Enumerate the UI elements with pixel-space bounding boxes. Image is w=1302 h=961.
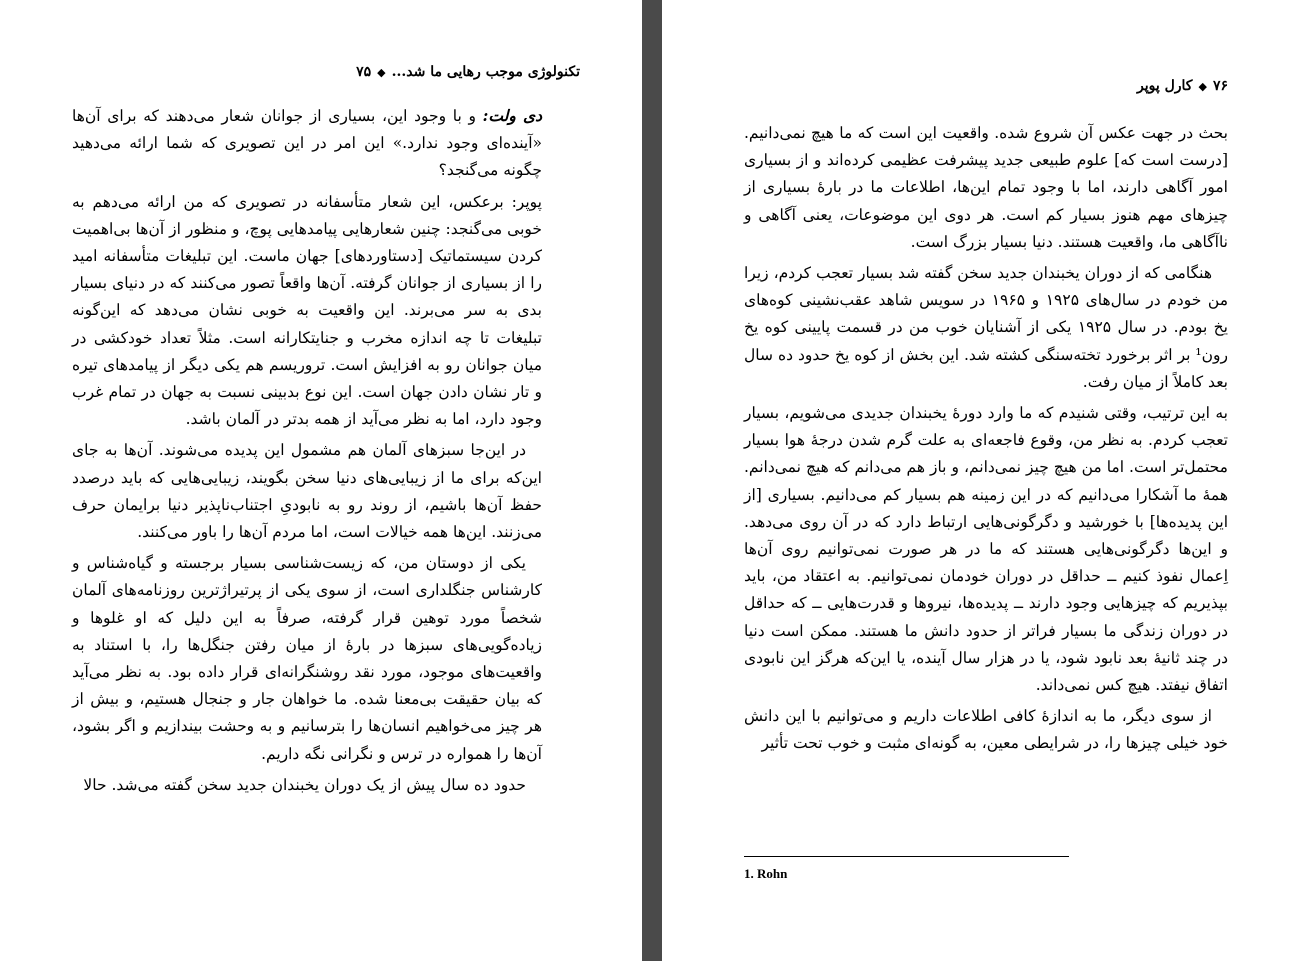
paragraph <box>744 400 1228 699</box>
diamond-icon: ◆ <box>1198 79 1207 93</box>
left-page-number: ۷۵ <box>356 64 372 80</box>
paragraph <box>744 703 1228 757</box>
paragraph-text: بحث در جهت عکس آن شروع شده. واقعیت این است که ما هیچ نمی‌دانیم. [درست است که] علوم طبیعی جدید پیشرفت عظیمی کرده‌اند و از بسیاری امور آگاهی دارند، اما با وجود تمام این‌ها، اطلاعات ما در بارهٔ بسیاری از چیزهای مهم هنوز بسیار کم است. هر دوی این موضوعات، یعنی آگاهی و ناآگاهی ما، واقعیت هستند. دنیا بسیار بزرگ است. <box>744 124 1228 251</box>
paragraph <box>72 437 542 546</box>
footnote: 1. Rohn <box>744 866 788 881</box>
paragraph <box>744 120 1228 256</box>
right-page-header <box>1137 78 1228 94</box>
right-header-title: کارل پوپر <box>1136 78 1193 94</box>
paragraph <box>72 772 542 799</box>
left-page-header <box>356 64 580 80</box>
paragraph-text: از سوی دیگر، ما به اندازهٔ کافی اطلاعات داریم و می‌توانیم با این دانش خود خیلی چیزها را، در شرایطی معین، به گونه‌ای مثبت و خوب تحت تأثیر <box>744 707 1228 753</box>
diamond-icon: ◆ <box>377 65 386 79</box>
paragraph-text: در این‌جا سبزهای آلمان هم مشمول این پدیده می‌شوند. آن‌ها به جای این‌که برای ما از زیبایی‌های دنیا سخن بگویند، زیبایی‌هایی که باید درصدد حفظ آن‌ها باشیم، از روند رو به نابودیِ اجتناب‌ناپذیر دنیا برایمان حرف می‌زنند. این‌ها همه خیالات است، اما مردم آن‌ها را باور می‌کنند. <box>72 441 542 542</box>
paragraph <box>744 260 1228 396</box>
left-header-title: تکنولوژی موجب رهایی ما شد... <box>391 64 580 80</box>
right-page-body <box>744 120 1228 762</box>
paragraph-text: به این ترتیب، وقتی شنیدم که ما وارد دورهٔ یخبندان جدیدی می‌شویم، بسیار تعجب کردم. به نظر من، وقوع فاجعه‌ای به علت گرم شدن درجهٔ هوا بسیار محتمل‌تر است. اما من هیچ چیز نمی‌دانم، و باز هم می‌دانم که هیچ نمی‌دانم. همهٔ ما آشکارا می‌دانیم که در این زمینه هم بسیار کم می‌دانیم. بسیاری [از این پدیده‌ها] با خورشید و دگرگونی‌هایی ارتباط دارد که در آن روی می‌دهد. و این‌ها دگرگونی‌هایی هستند که ما در هر صورت نمی‌توانیم روی آن‌ها اِعمال نفوذ کنیم ــ حداقل در دوران خودمان نمی‌توانیم. به اعتقاد من، باید بپذیریم که چیزهایی وجود دارند ــ پدیده‌ها، نیروها و قدرت‌هایی ــ که حداقل در دوران زندگی ما بسیار فراتر از حدود دانش ما هستند. ممکن است دنیا در چند ثانیهٔ بعد نابود شود، یا در هزار سال آینده، یا این‌که هرگز این نابودی اتفاق نیفتد. هیچ کس نمی‌داند. <box>744 404 1228 695</box>
paragraph <box>72 189 542 434</box>
paragraph-text: و با وجود این، بسیاری از جوانان شعار می‌دهند که برای آن‌ها «آینده‌ای وجود ندارد.» این امر در این تصویری که شما ارائه می‌دهید چگونه می‌گنجد؟ <box>72 107 542 180</box>
paragraph-text: حدود ده سال پیش از یک دوران یخبندان جدید سخن گفته می‌شد. حالا <box>83 775 526 794</box>
right-page-number: ۷۶ <box>1212 78 1228 94</box>
paragraph <box>72 102 542 185</box>
right-page <box>662 0 1302 961</box>
paragraph-text: هنگامی که از دوران یخبندان جدید سخن گفته شد بسیار تعجب کردم، زیرا من خودم در سال‌های ۱۹۲۵ و ۱۹۶۵ در سویس شاهد عقب‌نشینی کوه‌های یخ بودم. در سال ۱۹۲۵ یکی از آشنایان خوب من در قسمت پایینی کوه یخ رون¹ بر اثر برخورد تخته‌سنگی کشته شد. این بخش از کوه یخ حدود ده سال بعد کاملاً از میان رفت. <box>744 264 1228 391</box>
book-gutter <box>642 0 662 961</box>
footnote-divider <box>744 856 1069 857</box>
left-page <box>0 0 642 961</box>
paragraph-text: یکی از دوستان من، که زیست‌شناسی بسیار برجسته و گیاه‌شناس و کارشناس جنگلداری است، از سوی یکی از پرتیراژترین روزنامه‌های آلمان شخصاً مورد توهین قرار گرفته، صرفاً به این دلیل که او غلوها و زیاده‌گویی‌های سبزها در بارهٔ از میان رفتن جنگل‌ها را، با استناد به واقعیت‌های موجود، مورد نقد روشنگرانه‌ای قرار داده بود. به نظر می‌آید که بیان حقیقت بی‌معنا شده. ما خواهان جار و جنجال هستیم، و بیش از هر چیز می‌خواهیم انسان‌ها را بترسانیم و به وحشت بیندازیم و اگر بشود، آن‌ها را همواره در ترس و نگرانی نگه داریم. <box>72 554 542 763</box>
left-page-body <box>72 102 542 803</box>
paragraph <box>72 550 542 768</box>
paragraph-text: پوپر: برعکس، این شعار متأسفانه در تصویری که من ارائه می‌دهم به خوبی می‌گنجد: چنین شعارهایی پیامدهایی پوچ، و منظور از آن‌ها بی‌اهمیت کردن سیستماتیک [دستاوردهای] جهان ماست. این تبلیغات متأسفانه امید را از بسیاری از جوانان گرفته. آن‌ها واقعاً تصور می‌کنند که در دنیای بسیار بدی به سر می‌برند. این واقعیت به خوبی نشان می‌دهد که این‌گونه تبلیغات تا چه اندازه مخرب و جنایتکارانه است. مثلاً تعداد خودکشی در میان جوانان رو به افزایش است. تروریسم هم یکی دیگر از پیامدهای تیره و تار نشان دادن جهان است. این نوع بدبینی نسبت به جهان در تمام غرب وجود دارد، اما به نظر می‌آید از همه بدتر در آلمان باشد. <box>72 192 542 429</box>
speaker-label: دی ولت: <box>482 106 542 125</box>
